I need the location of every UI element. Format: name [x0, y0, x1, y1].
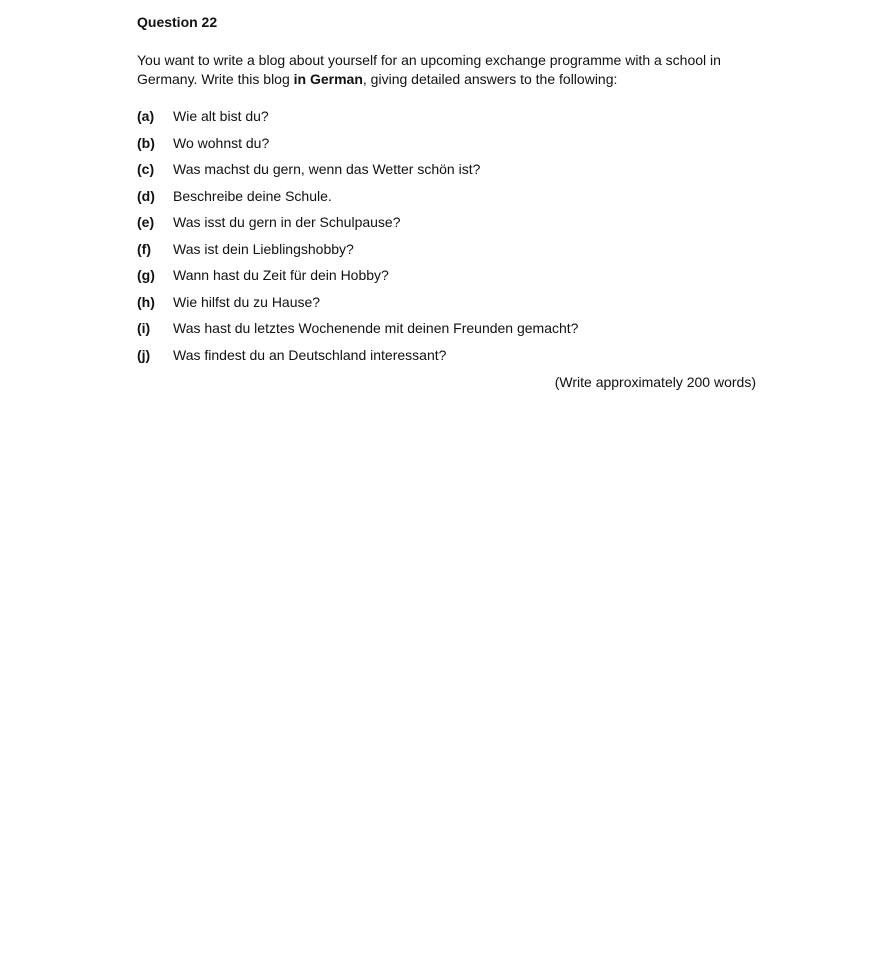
word-count-note: (Write approximately 200 words)	[554, 374, 756, 390]
sub-question-label: (e)	[137, 214, 155, 230]
sub-question-label: (j)	[137, 347, 151, 363]
sub-question-text: Was isst du gern in der Schulpause?	[173, 214, 401, 230]
sub-question-label: (c)	[137, 161, 155, 177]
sub-question-text: Beschreibe deine Schule.	[173, 188, 332, 204]
sub-question-text: Was hast du letztes Wochenende mit deinen Freunden gemacht?	[173, 320, 579, 336]
sub-question-text: Wann hast du Zeit für dein Hobby?	[173, 267, 389, 283]
sub-question-text: Wie alt bist du?	[173, 108, 269, 124]
instructions-emphasis: in German	[293, 71, 363, 87]
question-instructions	[137, 51, 777, 89]
sub-question-label: (i)	[137, 320, 151, 336]
instructions-text-end: , giving detailed answers to the following:	[362, 71, 618, 87]
sub-question-text: Wo wohnst du?	[173, 135, 270, 151]
question-title: Question 22	[137, 14, 218, 30]
sub-question-text: Wie hilfst du zu Hause?	[173, 294, 321, 310]
sub-question-text: Was findest du an Deutschland interessant?	[173, 347, 447, 363]
sub-question-label: (a)	[137, 108, 155, 124]
sub-question-label: (g)	[137, 267, 155, 283]
sub-question-text: Was ist dein Lieblingshobby?	[173, 241, 354, 257]
sub-question-label: (f)	[137, 241, 151, 257]
sub-question-label: (d)	[137, 188, 155, 204]
instructions-text-start: You want to write a blog about yourself for an upcoming exchange programme with a school in Germany. Write this blog	[137, 52, 721, 87]
sub-question-label: (h)	[137, 294, 155, 310]
sub-question-text: Was machst du gern, wenn das Wetter schön ist?	[173, 161, 481, 177]
sub-question-label: (b)	[137, 135, 155, 151]
